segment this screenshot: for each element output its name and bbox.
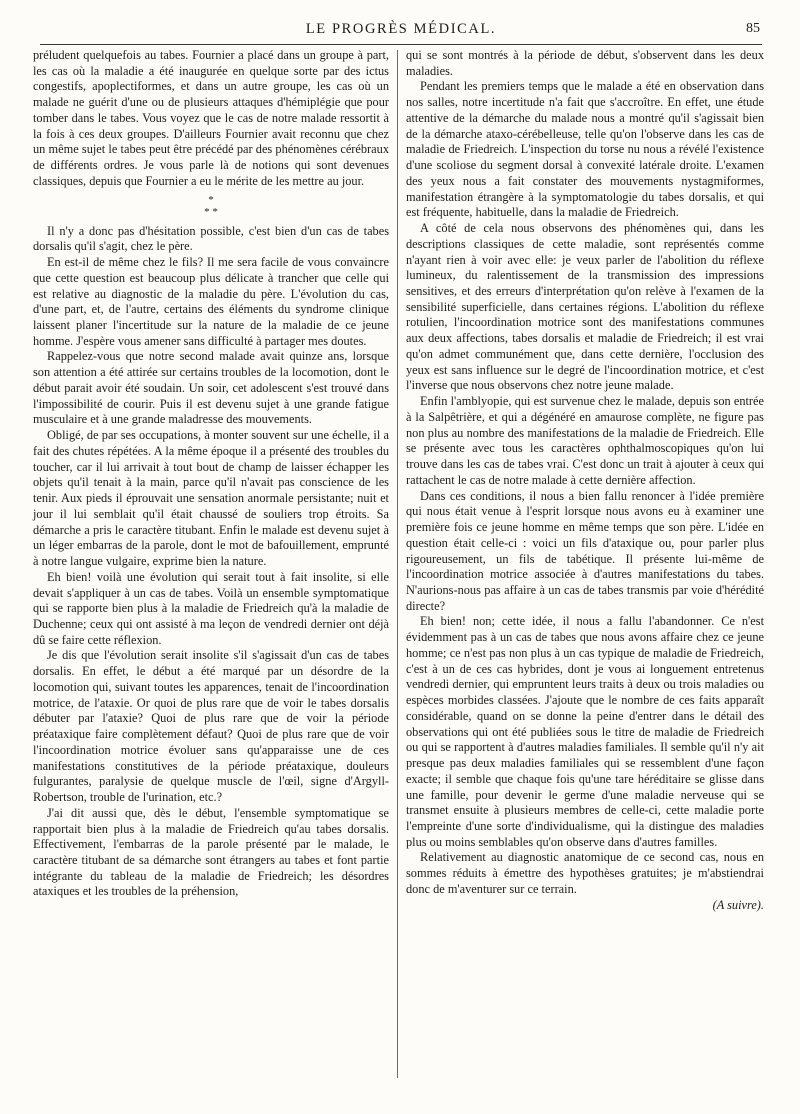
running-header xyxy=(40,18,762,45)
section-asterism xyxy=(33,194,389,222)
paragraph: Dans ces conditions, il nous a bien fallu renoncer à l'idée première qui nous était venue à l'esprit lorsque nous avons eu à examiner une première fois ce jeune homme en même temps que son père. L'idée en question était celle-ci : voici un fils d'ataxique ou, pour parler plus rigoureusement, un fils de tabétique. Il présente lui-même de l'incoordination motrice associée à d'autres manifestations du tabes. N'aurions-nous pas affaire à un cas de tabes transmis par voie d'hérédité directe? xyxy=(406,488,764,613)
paragraph: Relativement au diagnostic anatomique de ce second cas, nous en sommes réduits à émettre des hypothèses gratuites; je m'abstiendrai donc de m'aventurer sur ce terrain. xyxy=(406,850,764,896)
continued-note-text: (A suivre). xyxy=(712,897,764,912)
paragraph: Enfin l'amblyopie, qui est survenue chez le malade, depuis son entrée à la Salpêtrière, et qui a dégénéré en amaurose complète, ne figure pas non plus au nombre des manifestations de la maladie de Friedreich. Elle se présente avec tous les caractères ophthalmoscopiques qu'on lui trouve dans les cas de tabes vrai. C'est donc un trait à ajouter à ceux qui rattachent le cas de notre malade à cette dernière affection. xyxy=(406,394,764,487)
page-number: 85 xyxy=(746,21,760,36)
paragraph: Obligé, de par ses occupations, à monter souvent sur une échelle, il a fait des chutes répétées. A la même époque il a présenté des troubles du toucher, car il lui arrivait à tout bout de champ de laisser échapper les objets qu'il tenait à la main, parce qu'il n'avait pas conscience de les tenir. Aux pieds il éprouvait une sensation anormale persistante; nuit et jour il lui semblait qu'il était chaussé de souliers trop étroits. Sa démarche a pris le caractère titubant. Enfin le malade est devenu sujet à un léger embarras de la parole, dont le mot de bafouillement, emprunté à notre langue vulgaire, exprime bien la nature. xyxy=(33,428,389,569)
paragraph: Je dis que l'évolution serait insolite s'il s'agissait d'un cas de tabes dorsalis. En effet, le début a été marqué par un désordre de la locomotion qui, suivant toutes les apparences, tenait de l'incoordination motrice, de l'ataxie. Or quoi de plus rare que de voir le tabes dorsalis débuter par l'ataxie? Quoi de plus rare que de voir la période préataxique faire complètement défaut? Quoi de plus rare que de voir l'incoordination motrice évoluer sans qu'apparaisse une de ces manifestations constitutives de la période préataxique, douleurs fulgurantes, paralysie de quelque muscle de l'œil, signe d'Argyll-Robertson, trouble de l'urination, etc.? xyxy=(33,648,389,805)
paragraph: Il n'y a donc pas d'hésitation possible, c'est bien d'un cas de tabes dorsalis qu'il s'agit, chez le père. xyxy=(33,223,389,254)
paragraph: qui se sont montrés à la période de début, s'observent dans les deux maladies. xyxy=(406,48,764,78)
column-divider xyxy=(397,50,398,1078)
paragraph: J'ai dit aussi que, dès le début, l'ensemble symptomatique se rapportait bien plus à la maladie de Friedreich qu'au tabes dorsalis. Effectivement, l'embarras de la parole présenté par le malade, le caractère titubant de sa démarche sont étrangers au tabes et font partie intégrante du tableau de la maladie de Friedreich; les désordres ataxiques et les troubles de la préhension, xyxy=(33,805,389,899)
paragraph: Pendant les premiers temps que le malade a été en observation dans nos salles, notre incertitude n'a fait que s'accroître. En effet, une étude attentive de la démarche du malade nous a montré qu'il s'agissait bien de la démarche ataxo-cérébelleuse, telle qu'on l'observe dans les cas de maladie de Friedreich. L'inspection du torse nu nous a révélé l'existence d'une scoliose du segment dorsal à convexité latérale droite. L'examen des yeux nous a fait constater des mouvements nystagmiformes, manifestation étrangère à la symptomatologie du tabes dorsalis, et qui est fréquente, habituelle, dans la maladie de Friedreich. xyxy=(406,79,764,220)
right-column xyxy=(406,48,764,913)
continued-note xyxy=(406,898,764,914)
paragraph: Eh bien! non; cette idée, il nous a fallu l'abandonner. Ce n'est évidemment pas à un cas de tabes que nous avons affaire chez ce jeune homme; ce n'est pas non plus à un cas typique de maladie de Friedreich, c'est à un de ces cas hybrides, dont je vous ai longuement entretenus vendredi dernier, qui empruntent leurs traits à deux ou trois maladies ou espèces morbides classées. J'ajoute que le nombre de ces faits apparaît considérable, quand on se donne la peine d'entrer dans le détail des observations qui ont été publiées sous le titre de maladie de Friedreich ou qui se rapportent à d'autres maladies familiales. Il semble qu'il n'y ait presque pas deux maladies familiales qui se ressemblent d'une façon exacte; il semble que chaque fois qu'une tare héréditaire se glisse dans une famille, pour devenir le germe d'une maladie nerveuse qui se transmet ensuite à plusieurs membres de celle-ci, cette maladie porte l'empreinte d'une sorte d'individualisme, qui la distingue des maladies plus ou moins semblables qu'on observe dans d'autres familles. xyxy=(406,614,764,849)
paragraph: A côté de cela nous observons des phénomènes qui, dans les descriptions classiques de cette maladie, sont représentés comme n'ayant rien à voir avec elle: je veux parler de l'abolition du réflexe lumineux, du ralentissement de la transmission des impressions sensitives, et des erreurs d'interprétation qu'on relève à l'examen de la sensibilité superficielle, dans certaines régions. L'abolition du réflexe rotulien, l'incoordination motrice sont des manifestations communes aux deux affections, tabes dorsalis et maladie de Friedreich; il est vrai qu'on admet communément que, dans cette dernière, l'occlusion des yeux est sans influence sur le degré de l'incoordination motrice, et c'est l'inverse que nous observons chez notre jeune malade. xyxy=(406,221,764,393)
left-column xyxy=(33,48,389,900)
asterism-bottom: * * xyxy=(204,205,218,218)
paragraph: préludent quelquefois au tabes. Fournier a placé dans un groupe à part, les cas où la maladie a été inaugurée en quelque sorte par des ictus congestifs, apoplectiformes, et dans un autre groupe, les cas où un malade ne guérit d'une ou de plusieurs attaques d'hémiplégie que pour tomber dans le tabes. Vous voyez que le cas de notre malade ressortit à la fois à ces deux groupes. D'ailleurs Fournier avait reconnu que chez un même sujet le tabes peut être précédé par des phénomènes cérébraux de différents ordres. Je vous parle là de notions qui sont devenues classiques, depuis que Fournier a eu le mérite de les mettre au jour. xyxy=(33,48,389,188)
journal-title: LE PROGRÈS MÉDICAL. xyxy=(305,21,497,37)
paragraph: Eh bien! voilà une évolution qui serait tout à fait insolite, si elle devait s'appliquer à un cas de tabes. Voilà un ensemble symptomatique qui se rapporte bien plus à la maladie de Friedreich qu'à la maladie de Duchenne; ceux qui ont assisté à ma leçon de vendredi dernier ont déjà dû se faire cette réflexion. xyxy=(33,569,389,647)
asterism-top: * xyxy=(208,193,214,206)
paragraph: Rappelez-vous que notre second malade avait quinze ans, lorsque son attention a été attirée sur certains troubles de la locomotion, dont le début parait avoir été soudain. Un soir, cet adolescent s'est trouvé dans l'impossibilité de courir. Puis il est devenu sujet à une grande fatigue musculaire et à une grande maladresse des mouvements. xyxy=(33,349,389,427)
paragraph: En est-il de même chez le fils? Il me sera facile de vous convaincre que cette question est beaucoup plus délicate à trancher que celle qui est relative au diagnostic de la maladie du père. L'évolution du cas, d'une part, et, de l'autre, certains des éléments du syndrome clinique laissent planer l'incertitude sur la nature de la maladie de ce jeune homme. J'espère vous amener sans difficulté à partager mes doutes. xyxy=(33,255,389,348)
